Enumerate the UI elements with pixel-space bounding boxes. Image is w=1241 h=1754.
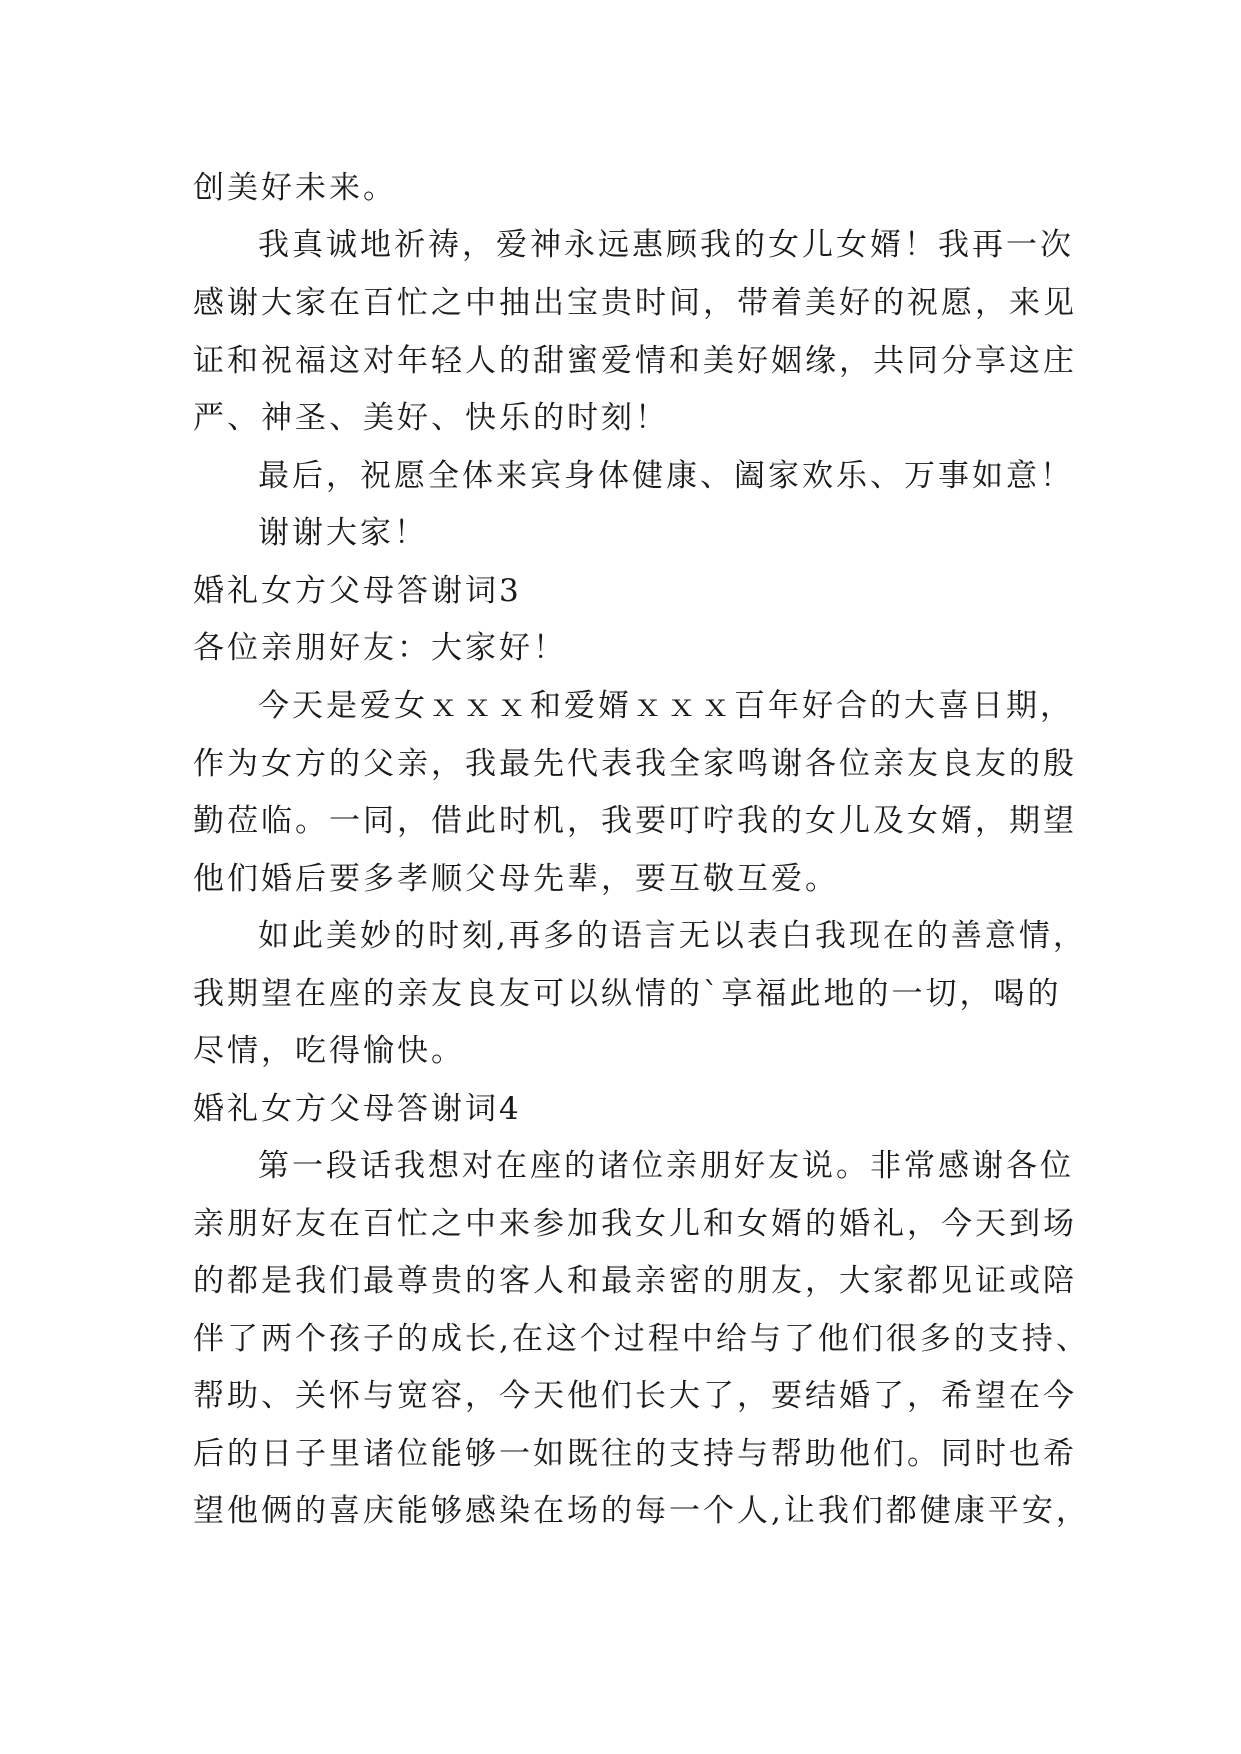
paragraph-line: 创美好未来。 — [193, 170, 397, 206]
paragraph-line: 最后，祝愿全体来宾身体健康、阖家欢乐、万事如意！ — [258, 458, 1074, 494]
paragraph-line: 后的日子里诸位能够一如既往的支持与帮助他们。同时也希 — [193, 1436, 1077, 1472]
paragraph-line: 帮助、关怀与宽容，今天他们长大了，要结婚了，希望在今 — [193, 1378, 1077, 1414]
section-heading: 婚礼女方父母答谢词3 — [193, 573, 522, 609]
paragraph-line: 望他俩的喜庆能够感染在场的每一个人,让我们都健康平安， — [193, 1493, 1090, 1529]
paragraph-line: 证和祝福这对年轻人的甜蜜爱情和美好姻缘，共同分享这庄 — [193, 343, 1077, 379]
paragraph-line: 第一段话我想对在座的诸位亲朋好友说。非常感谢各位 — [258, 1148, 1074, 1184]
paragraph-line: 谢谢大家！ — [258, 515, 428, 551]
paragraph-line: 伴了两个孩子的成长,在这个过程中给与了他们很多的支持、 — [193, 1321, 1090, 1357]
paragraph-line: 如此美妙的时刻,再多的语言无以表白我现在的善意情， — [258, 918, 1087, 954]
paragraph-line: 今天是爱女ｘｘｘ和爱婿ｘｘｘ百年好合的大喜日期， — [258, 688, 1074, 724]
paragraph-line: 他们婚后要多孝顺父母先辈，要互敬互爱。 — [193, 861, 839, 897]
paragraph-line: 勤莅临。一同，借此时机，我要叮咛我的女儿及女婿，期望 — [193, 803, 1077, 839]
paragraph-line: 的都是我们最尊贵的客人和最亲密的朋友，大家都见证或陪 — [193, 1263, 1077, 1299]
paragraph-line: 作为女方的父亲，我最先代表我全家鸣谢各位亲友良友的殷 — [193, 746, 1077, 782]
paragraph-line: 亲朋好友在百忙之中来参加我女儿和女婿的婚礼，今天到场 — [193, 1206, 1077, 1242]
salutation-line: 各位亲朋好友：大家好！ — [193, 630, 567, 666]
paragraph-line: 感谢大家在百忙之中抽出宝贵时间，带着美好的祝愿，来见 — [193, 285, 1077, 321]
paragraph-line: 我期望在座的亲友良友可以纵情的`享福此地的一切，喝的 — [193, 976, 1062, 1012]
section-heading: 婚礼女方父母答谢词4 — [193, 1091, 522, 1127]
paragraph-line: 我真诚地祈祷，爱神永远惠顾我的女儿女婿！我再一次 — [258, 227, 1074, 263]
paragraph-line: 尽情，吃得愉快。 — [193, 1033, 465, 1069]
paragraph-line: 严、神圣、美好、快乐的时刻！ — [193, 400, 669, 436]
